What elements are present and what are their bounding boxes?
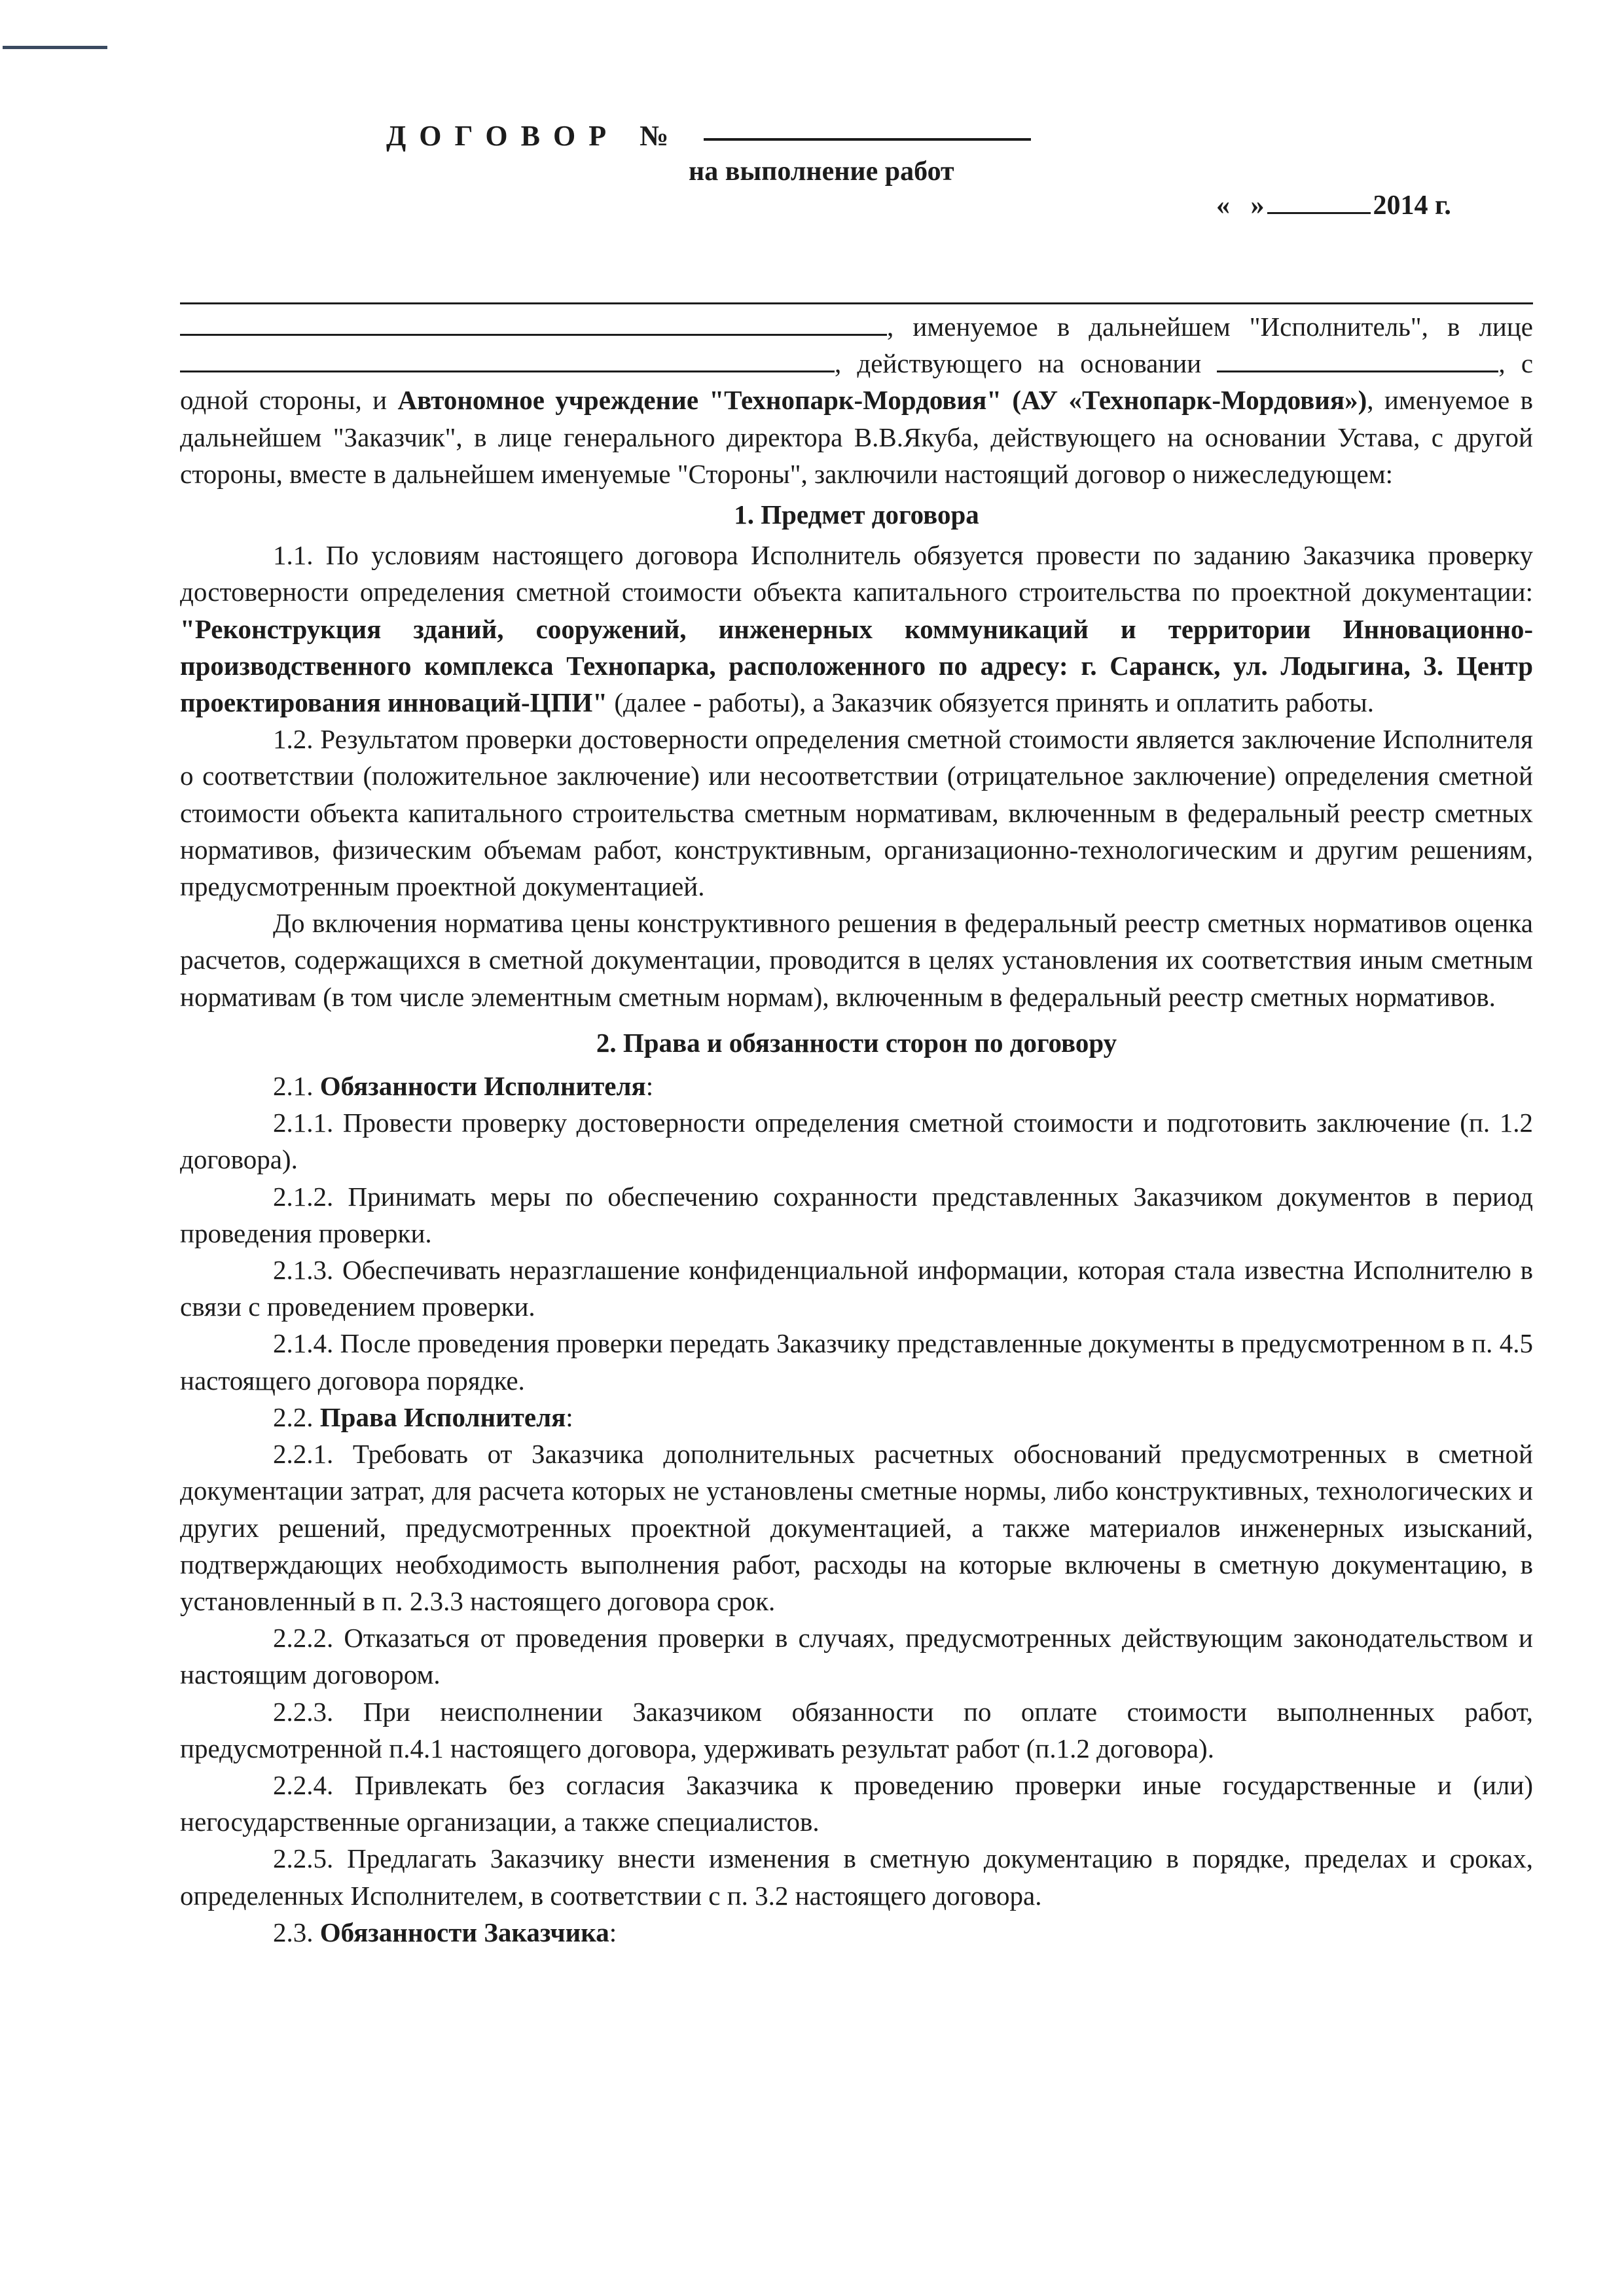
- in-person-text: лице: [1479, 312, 1533, 342]
- clause-2-1-2: 2.1.2. Принимать меры по обеспечению сохранности представленных Заказчиком документов в период проведения проверки.: [180, 1181, 1533, 1248]
- contract-title: ДОГОВОР №: [386, 120, 682, 152]
- acting-basis-text: , действующего на основании: [835, 348, 1202, 379]
- clause-2-2-3: 2.2.3. При неисполнении Заказчиком обязанности по оплате стоимости выполненных работ, предусмотренной п.4.1 настоящего договора, удерживать результат работ (п.1.2 договора).: [180, 1696, 1533, 1763]
- clause-2-1-4: 2.1.4. После проведения проверки передать Заказчику представленные документы в предусмотренном в п. 4.5 настоящего договора порядке.: [180, 1328, 1533, 1396]
- clause-2-1-3: 2.1.3. Обеспечивать неразглашение конфиденциальной информации, которая стала известна Исполнителю в связи с проведением проверки.: [180, 1255, 1533, 1322]
- executor-name-blank-line: [180, 288, 1533, 304]
- clause-2-1-title: Обязанности Исполнителя: [319, 1071, 646, 1102]
- clause-1-1-object: "Реконструкция зданий, сооружений, инженерных коммуникаций и территории Инновационно-производственного комплекса Технопарка, расположенного по адресу: г. Саранск, ул. Лодыгина, 3. Центр проектирования инноваций-ЦПИ": [180, 613, 1533, 718]
- one-side-text: , с одной стороны, и: [180, 348, 1534, 416]
- clause-1-2-note: До включения норматива цены конструктивного решения в федеральный реестр сметных нормативов оценка расчетов, содержащихся в сметной документации, проводится в целях установления их соответствия иным сметным нормативам (в том числе элементным сметным нормам), включенным в федеральный реестр сметных нормативов.: [180, 908, 1533, 1012]
- section-1-heading: 1. Предмет договора: [734, 499, 979, 530]
- date-close-quote: »: [1250, 190, 1265, 221]
- contract-number-blank: [704, 138, 1031, 141]
- clause-2-2-2: 2.2.2. Отказаться от проведения проверки в случаях, предусмотренных действующим законодательством и настоящим договором.: [180, 1623, 1533, 1690]
- clause-2-3: [180, 1914, 1533, 1951]
- executor-named-text: , именуемое в дальнейшем "Исполнитель", в: [887, 312, 1460, 342]
- clause-2-2-5: 2.2.5. Предлагать Заказчику внести изменения в сметную документацию в порядке, пределах и сроках, определенных Исполнителем, в соответствии с п. 3.2 настоящего договора.: [180, 1843, 1533, 1911]
- clause-1-1-tail: (далее - работы), а Заказчик обязуется принять и оплатить работы.: [607, 687, 1374, 718]
- clause-2-3-title: Обязанности Заказчика: [319, 1917, 609, 1947]
- date-year: 2014 г.: [1373, 190, 1451, 221]
- clause-2-1: [180, 1068, 1533, 1104]
- clause-1-1-text: 1.1. По условиям настоящего договора Исполнитель обязуется провести по заданию Заказчика проверку достоверности определения сметной стоимости объекта капитального строительства по проектной документации:: [180, 540, 1533, 607]
- contract-date: [1216, 190, 1451, 221]
- clause-2-1-1: 2.1.1. Провести проверку достоверности определения сметной стоимости и подготовить заключение (п. 1.2 договора).: [180, 1108, 1533, 1175]
- clause-2-3-colon: :: [609, 1917, 617, 1947]
- clause-2-1-colon: :: [645, 1071, 654, 1102]
- clause-2-2-title: Права Исполнителя: [319, 1401, 566, 1432]
- executor-basis-blank: [1217, 347, 1498, 372]
- clause-2-2-4: 2.2.4. Привлекать без согласия Заказчика к проведению проверки иные государственные и (или) негосударственные организации, а также специалистов.: [180, 1769, 1533, 1837]
- customer-org-name: Автономное учреждение "Технопарк-Мордовия" (АУ «Технопарк-Мордовия»): [397, 385, 1367, 416]
- executor-org-blank: [180, 310, 887, 336]
- clause-2-2-1: 2.2.1. Требовать от Заказчика дополнительных расчетных обоснований предусмотренных в сметной документации затрат, для расчета которых не установлены сметные нормы, либо конструктивных, технологических и других решений, предусмотренных проектной документацией, а также материалов инженерных изысканий, подтверждающих необходимость выполнения работ, расходы на которые включены в сметную документацию, в установленный в п. 2.3.3 настоящего договора срок.: [180, 1439, 1533, 1616]
- date-month-blank: [1267, 212, 1371, 214]
- customer-rest-text: , именуемое в дальнейшем "Заказчик", в лице генерального директора В.В.Якуба, действующего на основании Устава, с другой стороны, вместе в дальнейшем именуемые "Стороны", заключили настоящий договор о нижеследующем:: [180, 385, 1533, 489]
- executor-representative-blank: [180, 347, 835, 372]
- clause-1-1: [180, 537, 1533, 721]
- clause-2-1-num: 2.1.: [273, 1071, 320, 1102]
- clause-2-2-colon: :: [566, 1401, 573, 1432]
- parties-paragraph: [180, 308, 1533, 492]
- clause-2-2: [180, 1399, 1533, 1436]
- clause-2-2-num: 2.2.: [273, 1401, 320, 1432]
- clause-2-3-num: 2.3.: [273, 1917, 320, 1947]
- contract-subtitle: на выполнение работ: [689, 156, 954, 187]
- contract-body: [180, 288, 1533, 1951]
- scan-corner-mark: [3, 46, 107, 49]
- section-2-heading: 2. Права и обязанности сторон по договору: [596, 1027, 1117, 1058]
- date-open-quote: «: [1216, 190, 1230, 221]
- clause-1-2: 1.2. Результатом проверки достоверности определения сметной стоимости является заключение Исполнителя о соответствии (положительное заключение) или несоответствии (отрицательное заключение) определения сметной стоимости объекта капитального строительства сметным нормативам, включенным в федеральный реестр сметных нормативов, физическим объемам работ, конструктивным, организационно-технологическим и другим решениям, предусмотренным проектной документацией.: [180, 724, 1533, 902]
